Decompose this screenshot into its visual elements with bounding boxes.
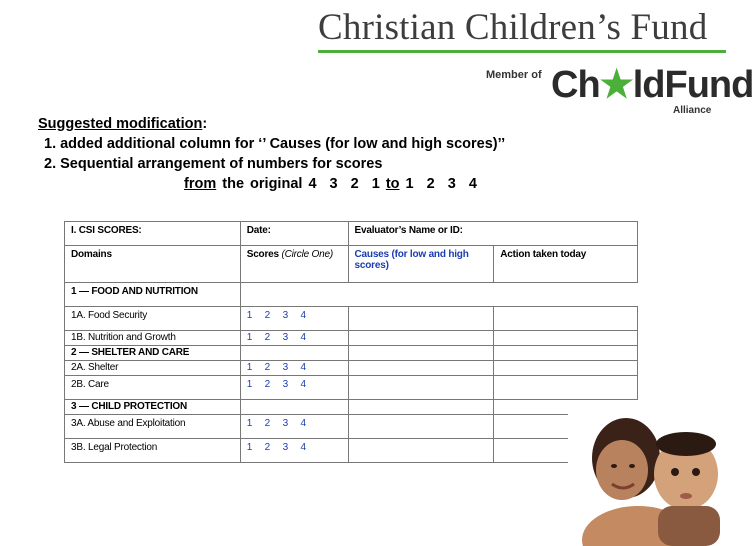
action-header: Action taken today (494, 246, 638, 283)
modification-notes (38, 114, 505, 194)
range-new-nums: 1 2 3 4 (405, 176, 477, 192)
section-blank (348, 346, 494, 361)
table-row (65, 331, 638, 346)
date-label: Date: (240, 222, 348, 246)
evaluator-label: Evaluator’s Name or ID: (348, 222, 637, 246)
scores-header-note: (Circle One) (281, 249, 333, 260)
note-range (38, 174, 505, 194)
table-header-row (65, 222, 638, 246)
domain-cell: 3A. Abuse and Exploitation (65, 415, 241, 439)
causes-cell[interactable] (348, 415, 494, 439)
action-cell[interactable] (494, 361, 638, 376)
domain-cell: 3B. Legal Protection (65, 439, 241, 463)
score-scale[interactable]: 1 2 3 4 (240, 415, 348, 439)
domain-cell: 2B. Care (65, 376, 241, 400)
table-row (65, 361, 638, 376)
range-original-nums: 4 3 2 1 (308, 176, 380, 192)
table-row (65, 415, 638, 439)
childfund-star-icon: ★ (599, 64, 633, 106)
childfund-logo-part1: Ch (551, 64, 600, 106)
score-scale[interactable]: 1 2 3 4 (240, 376, 348, 400)
action-cell[interactable] (494, 307, 638, 331)
table-row (65, 307, 638, 331)
section-row (65, 400, 638, 415)
csi-scores-table (64, 221, 638, 463)
section-title: 1 — FOOD AND NUTRITION (65, 283, 241, 307)
section-title: 3 — CHILD PROTECTION (65, 400, 241, 415)
range-original-label: the original (222, 176, 303, 192)
childfund-logo (551, 62, 753, 107)
alliance-label: Alliance (673, 105, 712, 116)
causes-cell[interactable] (348, 439, 494, 463)
children-photo (568, 400, 728, 546)
section-blank (240, 283, 637, 307)
notes-heading (38, 114, 505, 134)
range-from: from (184, 176, 217, 192)
csi-scores-label: I. CSI SCORES: (65, 222, 241, 246)
domains-header: Domains (65, 246, 241, 283)
causes-header: Causes (for low and high scores) (348, 246, 494, 283)
score-scale[interactable]: 1 2 3 4 (240, 361, 348, 376)
section-row (65, 283, 638, 307)
causes-cell[interactable] (348, 376, 494, 400)
note-item-1: 1. added additional column for ‘’ Causes (for low and high scores)’’ (44, 136, 506, 152)
table-row (65, 376, 638, 400)
action-cell[interactable] (494, 376, 638, 400)
scores-header (240, 246, 348, 283)
notes-heading-colon: : (202, 116, 208, 132)
logo-underline (318, 50, 726, 53)
score-scale[interactable]: 1 2 3 4 (240, 331, 348, 346)
range-to: to (385, 176, 400, 192)
causes-cell[interactable] (348, 331, 494, 346)
domain-cell: 1A. Food Security (65, 307, 241, 331)
causes-cell[interactable] (348, 361, 494, 376)
column-header-row (65, 246, 638, 283)
section-blank (348, 400, 494, 415)
scores-header-label: Scores (246, 249, 279, 260)
section-blank (494, 346, 638, 361)
section-title: 2 — SHELTER AND CARE (65, 346, 241, 361)
domain-cell: 1B. Nutrition and Growth (65, 331, 241, 346)
notes-heading-text: Suggested modification (38, 116, 203, 132)
section-row (65, 346, 638, 361)
childfund-logo-part2: ldFund (632, 64, 753, 106)
action-cell[interactable] (494, 331, 638, 346)
causes-cell[interactable] (348, 307, 494, 331)
org-logo-text: Christian Children’s Fund (318, 7, 708, 48)
score-scale[interactable]: 1 2 3 4 (240, 439, 348, 463)
section-blank (240, 346, 348, 361)
member-of-label: Member of (486, 69, 542, 81)
domain-cell: 2A. Shelter (65, 361, 241, 376)
note-item-2: 2. Sequential arrangement of numbers for scores (44, 156, 383, 172)
table-row (65, 439, 638, 463)
score-scale[interactable]: 1 2 3 4 (240, 307, 348, 331)
section-blank (240, 400, 348, 415)
